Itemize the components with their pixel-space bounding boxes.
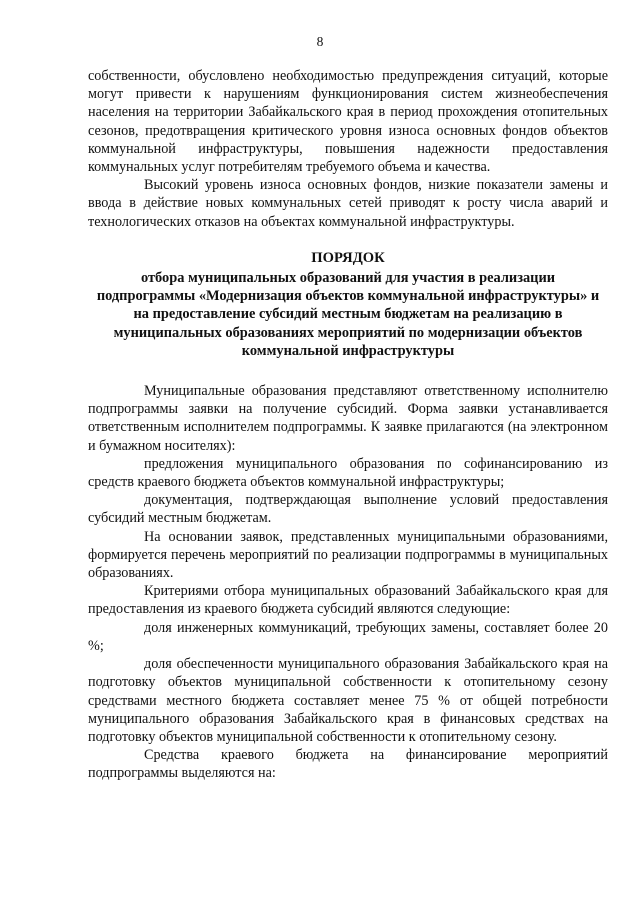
body-paragraph-criterion-2: доля обеспеченности муниципального образования Забайкальского края на подготовку объектов муниципальной собственности к отопительному сезону средствами местного бюджета составляет менее 75 % от общей потребности муниципального образования Забайкальского края в финансовых средствах на подготовку объектов муниципальной собственности к отопительному сезону. (88, 656, 608, 745)
body-paragraph-documentation: документация, подтверждающая выполнение условий предоставления субсидий местным бюджетам. (88, 492, 608, 527)
body-paragraph-criterion-1: доля инженерных коммуникаций, требующих замены, составляет более 20 %; (88, 619, 608, 654)
intro-paragraph-1: собственности, обусловлено необходимостью предупреждения ситуаций, которые могут привести к нарушениям функционирования систем жизнеобеспечения населения на территории Забайкальского края в период прохождения отопительных сезонов, предотвращения критического уровня износа основных фондов объектов коммунальной инфраструктуры, повышения надежности предоставления коммунальных услуг потребителям требуемого объема и качества. (88, 68, 608, 176)
body-paragraph-list-formation: На основании заявок, представленных муниципальными образованиями, формируется перечень мероприятий по реализации подпрограммы в муниципальных образованиях. (88, 528, 608, 582)
section-subtitle: отбора муниципальных образований для участия в реализации подпрограммы «Модернизация объектов коммунальной инфраструктуры» и на предоставление субсидий местным бюджетам на реализацию в муниципальных образованиях мероприятий по модернизации объектов коммунальной инфраструктуры (96, 270, 600, 359)
body-paragraph-funding: Средства краевого бюджета на финансирование мероприятий подпрограммы выделяются на: (88, 747, 608, 782)
section-heading (88, 249, 608, 360)
body-paragraph-criteria: Критериями отбора муниципальных образований Забайкальского края для предоставления из краевого бюджета субсидий являются следующие: (88, 583, 608, 618)
body-paragraph-applications: Муниципальные образования представляют ответственному исполнителю подпрограммы заявки на получение субсидий. Форма заявки устанавливается ответственным исполнителем подпрограммы. К заявке прилагаются (на электронном и бумажном носителях): (88, 383, 608, 454)
body-paragraph-cofinancing: предложения муниципального образования по софинансированию из средств краевого бюджета объектов коммунальной инфраструктуры; (88, 455, 608, 491)
section-title: ПОРЯДОК (311, 249, 385, 266)
page-number: 8 (316, 34, 324, 49)
intro-paragraph-2: Высокий уровень износа основных фондов, низкие показатели замены и ввода в действие новых коммунальных сетей приводят к росту числа аварий и технологических отказов на объектах коммунальной инфраструктуры. (88, 177, 608, 230)
document-body (88, 67, 608, 783)
